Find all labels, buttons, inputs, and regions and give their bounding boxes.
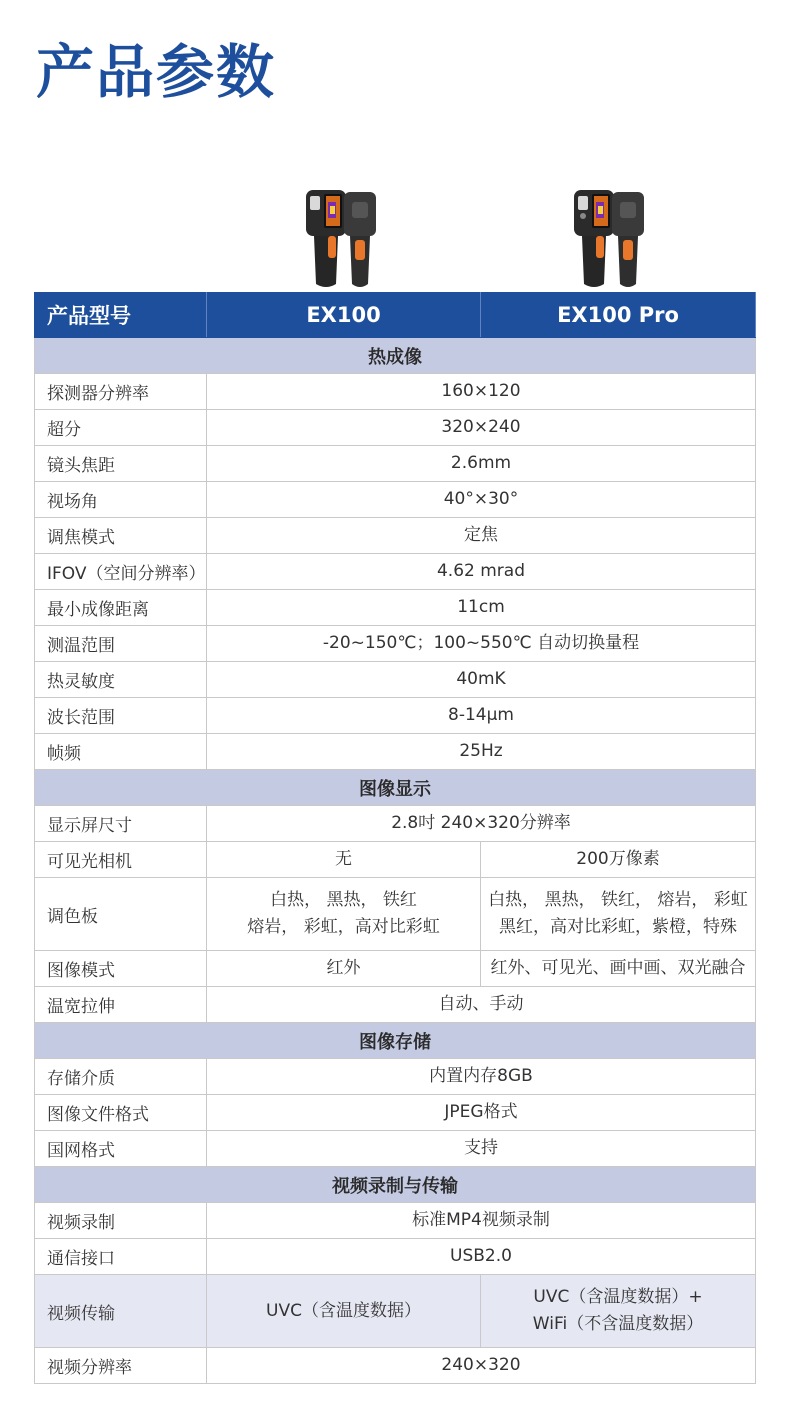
row-label: 视频录制 [35,1203,207,1239]
row-label: 存储介质 [35,1059,207,1095]
section-title: 热成像 [35,338,756,374]
table-row [35,410,756,446]
section-title: 图像存储 [35,1023,756,1059]
row-label: 视频传输 [35,1275,207,1348]
row-label: 调色板 [35,878,207,951]
table-row [35,1095,756,1131]
ex100-value [207,878,481,951]
table-row [35,806,756,842]
table-header [35,293,756,338]
table-row [35,734,756,770]
row-value: USB2.0 [207,1239,756,1275]
row-value: 40mK [207,662,756,698]
table-row [35,590,756,626]
table-row [35,626,756,662]
row-value: 320×240 [207,410,756,446]
row-label: 图像文件格式 [35,1095,207,1131]
model-ex100: EX100 [207,293,481,338]
section-title: 图像显示 [35,770,756,806]
value-line: 白热， 黑热， 铁红 [270,890,417,910]
row-label: 通信接口 [35,1239,207,1275]
row-value: 25Hz [207,734,756,770]
row-label: 视频分辨率 [35,1348,207,1384]
table-row [35,518,756,554]
value-line: WiFi（不含温度数据） [532,1314,704,1334]
row-label: 调焦模式 [35,518,207,554]
model-ex100-pro: EX100 Pro [481,293,756,338]
table-row [35,482,756,518]
row-label: 测温范围 [35,626,207,662]
row-value: JPEG格式 [207,1095,756,1131]
value-line: UVC（含温度数据） [266,1300,421,1321]
table-row [35,1131,756,1167]
table-row [35,1239,756,1275]
row-value: 40°×30° [207,482,756,518]
row-value: 2.6mm [207,446,756,482]
row-value: 定焦 [207,518,756,554]
row-label: 图像模式 [35,951,207,987]
section-header [35,770,756,806]
product-images [0,180,790,292]
table-row [35,1348,756,1384]
table-row [35,554,756,590]
ex100-pro-value [481,1275,756,1348]
row-value: 2.8吋 240×320分辨率 [207,806,756,842]
row-value: 11cm [207,590,756,626]
row-label: 波长范围 [35,698,207,734]
row-label: 可见光相机 [35,842,207,878]
table-row [35,878,756,951]
camera-back [344,192,376,287]
row-label: 超分 [35,410,207,446]
table-row [35,951,756,987]
row-label: 热灵敏度 [35,662,207,698]
value-line: 熔岩， 彩虹，高对比彩虹 [247,917,440,937]
camera-front [574,190,614,287]
row-value: 支持 [207,1131,756,1167]
row-label: 帧频 [35,734,207,770]
table-row [35,446,756,482]
spec-table [34,292,756,1384]
row-value: 内置内存8GB [207,1059,756,1095]
row-value: 4.62 mrad [207,554,756,590]
section-header [35,1023,756,1059]
table-row [35,1059,756,1095]
header-label: 产品型号 [35,293,207,338]
ex100-pro-value: 200万像素 [481,842,756,878]
ex100-value: 无 [207,842,481,878]
value-line: UVC（含温度数据）+ [533,1287,703,1307]
table-row [35,1275,756,1348]
table-row [35,1203,756,1239]
ex100-product-image [300,186,384,290]
camera-front [306,190,346,287]
row-label: 镜头焦距 [35,446,207,482]
table-row [35,662,756,698]
table-row [35,987,756,1023]
ex100-pro-value: 红外、可见光、画中画、双光融合 [481,951,756,987]
row-value: 240×320 [207,1348,756,1384]
row-value: 8-14μm [207,698,756,734]
row-value: 自动、手动 [207,987,756,1023]
table-row [35,374,756,410]
row-label: 最小成像距离 [35,590,207,626]
row-label: 温宽拉伸 [35,987,207,1023]
row-value: 160×120 [207,374,756,410]
ex100-value: 红外 [207,951,481,987]
value-line: 白热， 黑热， 铁红， 熔岩， 彩虹 [488,890,748,910]
camera-back [612,192,644,287]
page-title: 产品参数 [36,38,277,106]
row-label: 探测器分辨率 [35,374,207,410]
row-label: 显示屏尺寸 [35,806,207,842]
section-title: 视频录制与传输 [35,1167,756,1203]
ex100-value [207,1275,481,1348]
section-header [35,338,756,374]
table-row [35,698,756,734]
row-label: 国网格式 [35,1131,207,1167]
row-value: 标准MP4视频录制 [207,1203,756,1239]
value-line: 黑红，高对比彩虹，紫橙，特殊 [499,917,737,937]
row-value: -20~150℃；100~550℃ 自动切换量程 [207,626,756,662]
section-header [35,1167,756,1203]
ex100-pro-value [481,878,756,951]
row-label: IFOV（空间分辨率） [35,554,207,590]
table-row [35,842,756,878]
ex100-pro-product-image [568,186,652,290]
row-label: 视场角 [35,482,207,518]
